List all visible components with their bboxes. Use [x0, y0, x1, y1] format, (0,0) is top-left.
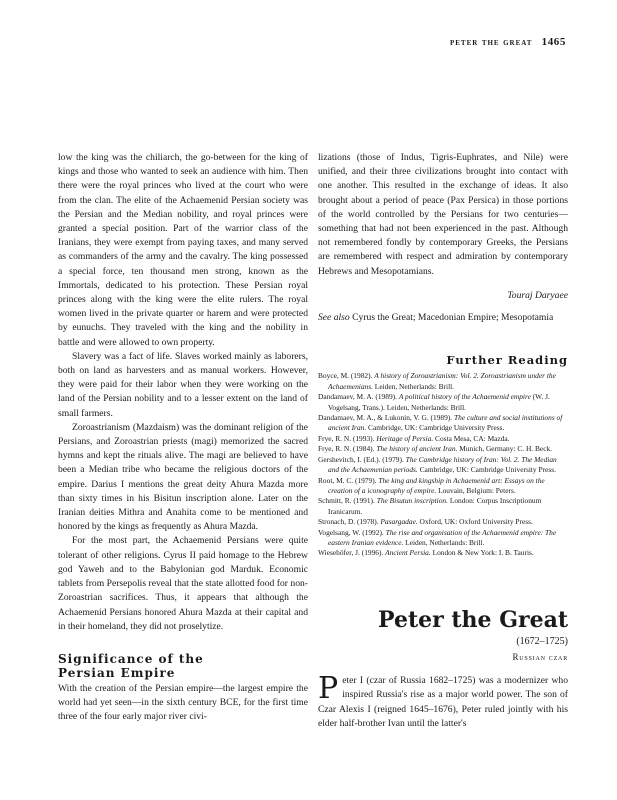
reference-author: Stronach, D. (1978). — [318, 517, 381, 527]
reference-title: The Cambridge history of Iran: Vol. 2. The Median and the Achaemenian periods. — [328, 454, 557, 475]
reference-title: The rise and organisation of the Achaemenid empire: The eastern Iranian evidence. — [328, 527, 557, 547]
reference-title: Ancient Persia. — [385, 548, 431, 558]
reference-author: Boyce, M. (1982). — [318, 371, 375, 381]
reference-publisher: Cambridge, UK: Cambridge University Press. — [366, 423, 505, 433]
reference-author: Dandamaev, M. A., & Lukonin, V. G. (1989). — [318, 413, 454, 423]
reference-publisher: London: Corpus Inscriptionum Iranicarum. — [328, 496, 542, 516]
reference-item — [318, 548, 568, 558]
entry-paragraph — [318, 671, 568, 731]
reference-item — [318, 455, 568, 476]
reference-publisher: Cambridge, UK: Cambridge University Press. — [417, 465, 556, 475]
page-number: 1465 — [541, 36, 566, 48]
running-header — [450, 36, 566, 48]
reference-publisher: Leiden, Netherlands: Brill. — [372, 381, 455, 391]
entry-role: Russian czar — [512, 651, 568, 662]
reference-title: The king and kingship in Achaemenid art: Essays on the creation of a iconography of empire. — [328, 475, 545, 495]
entry-title: Peter the Great — [378, 606, 568, 633]
paragraph: lizations (those of Indus, Tigris-Euphrates, and Nile) were unified, and their three civilizations brought into contact with one another. This resulted in the exchange of ideas. It also brought about a period of peace (Pax Persica) in those portions of the world controlled by the Persians for two centuries—something that had not been experienced in the past. Although not remembered fondly by contemporary Greeks, the Persians are remembered with respect and admiration by contemporary Hebrews and Mesopotamians. — [318, 152, 568, 277]
section-heading — [58, 652, 308, 680]
reference-title: Pasargadae. — [380, 517, 418, 527]
reference-publisher: Oxford, UK: Oxford University Press. — [417, 517, 533, 527]
reference-item — [318, 476, 568, 497]
paragraph: With the creation of the Persian empire—the largest empire the world had yet seen—in the sixth century BCE, for the first time three of the four early major river civi- — [58, 682, 308, 723]
drop-cap: P — [318, 671, 339, 707]
section-heading-line: Significance of the — [58, 651, 204, 666]
reference-title: A history of Zoroastrianism: Vol. 2. Zoroastrianism under the Achaemenians. — [328, 371, 556, 391]
reference-item — [318, 444, 568, 454]
reference-item — [318, 392, 568, 413]
reference-author: Dandamaev, M. A. (1989). — [318, 392, 399, 402]
see-also — [318, 311, 568, 325]
reference-publisher: (W. J. Vogelsang, Trans.). Leiden, Netherlands: Brill. — [328, 392, 550, 412]
paragraph: Zoroastrianism (Mazdaism) was the dominant religion of the Persians, and Zoroastrian priests (magi) memorized the sacred hymns and kept the rituals alive. The magi are believed to have been a Median tribe who became the religious doctors of the empire. Darius I mentions the great deity Ahura Mazda more than sixty times in his Bisitun inscription alone. Later on the Iranian deities Mithra and Anahita come to be mentioned and honored by the kings as frequently as Ahura Mazda. — [58, 421, 308, 533]
reference-item — [318, 371, 568, 392]
paragraph: low the king was the chiliarch, the go-between for the king of kings and those who wanted to seek an audience with him. Then there were the royal princes who lived at the court who were from the clan. The elite of the Achaemenid Persian society was the Persian and the Median nobility, and royal princes were granted a special position. Part of the warrior class of the Iranians, they were exempt from paying taxes, and many served as commanders of the army and the cavalry. The king possessed a special force, ten thousand men strong, known as the Immortals, dedicated to his protection. These Persian royal princes along with the king were the elite rulers. The royal women lived in the private quarter or harem and were protected by eunuchs. They traveled with the king and the nobility in battle and were allowed to own property. — [58, 152, 308, 348]
reference-title: Heritage of Persia. — [376, 433, 434, 443]
reference-author: Frye, R. N. (1984). — [318, 444, 377, 454]
reference-list — [318, 371, 568, 558]
reference-author: Frye, R. N. (1993). — [318, 433, 377, 443]
further-reading-heading: Further Reading — [446, 353, 568, 368]
reference-title: The Bisutun inscription. — [376, 496, 448, 506]
reference-author: Schmitt, R. (1991). — [318, 496, 377, 506]
reference-author: Gershevitch, I. (Ed.). (1979). — [318, 454, 406, 464]
paragraph: Slavery was a fact of life. Slaves worked mainly as laborers, both on land as harvesters and as manual workers. However, they were paid for their labor when they were working on the land of the Persian nobility and to a lesser extent on the land of small farmers. — [58, 350, 308, 419]
reference-author: Root, M. C. (1979). — [318, 475, 379, 485]
entry-text: eter I (czar of Russia 1682–1725) was a modernizer who inspired Russia's rise as a major world power. The son of Czar Alexis I (reigned 1645–1676), Peter ruled jointly with his elder half-brother Ivan until the latter's — [318, 675, 568, 729]
see-also-label: See also — [318, 312, 350, 324]
reference-author: Wiesehöfer, J. (1996). — [318, 548, 386, 558]
running-title: peter the great — [449, 37, 533, 48]
reference-publisher: London & New York: I. B. Tauris. — [430, 548, 534, 558]
section-heading-line: Persian Empire — [58, 665, 176, 680]
reference-title: The history of ancient Iran. — [376, 444, 458, 454]
left-column — [58, 151, 308, 725]
reference-item — [318, 413, 568, 434]
reference-author: Vogelsang, W. (1992). — [318, 527, 386, 537]
right-column — [318, 151, 568, 731]
reference-publisher: Munich, Germany: C. H. Beck. — [457, 444, 553, 454]
entry-dates: (1672–1725) — [516, 635, 568, 647]
reference-item — [318, 434, 568, 444]
reference-item — [318, 528, 568, 549]
reference-item — [318, 517, 568, 527]
reference-publisher: Costa Mesa, CA: Mazda. — [433, 433, 510, 443]
paragraph: For the most part, the Achaemenid Persians were quite tolerant of other religions. Cyrus II paid homage to the Hebrew god Yaweh and to the Babylonian god Marduk. Economic tablets from Persepolis reveal that the state allotted food for non-Zoroastrian sacrifices. Thus, it appears that although the Achaemenid Persians honored Ahura Mazda at their capital and in their homeland, they did not proselytize. — [58, 535, 308, 632]
author-byline: Touraj Daryaee — [507, 289, 568, 301]
reference-item — [318, 496, 568, 517]
reference-publisher: Louvain, Belgium: Peters. — [436, 485, 516, 495]
reference-title: A political history of the Achaemenid empire — [398, 392, 531, 402]
reference-publisher: Leiden, Netherlands: Brill. — [403, 537, 485, 547]
reference-title: The culture and social institutions of ancient Iran. — [328, 413, 563, 433]
see-also-links[interactable]: Cyrus the Great; Macedonian Empire; Mesopotamia — [352, 312, 554, 324]
